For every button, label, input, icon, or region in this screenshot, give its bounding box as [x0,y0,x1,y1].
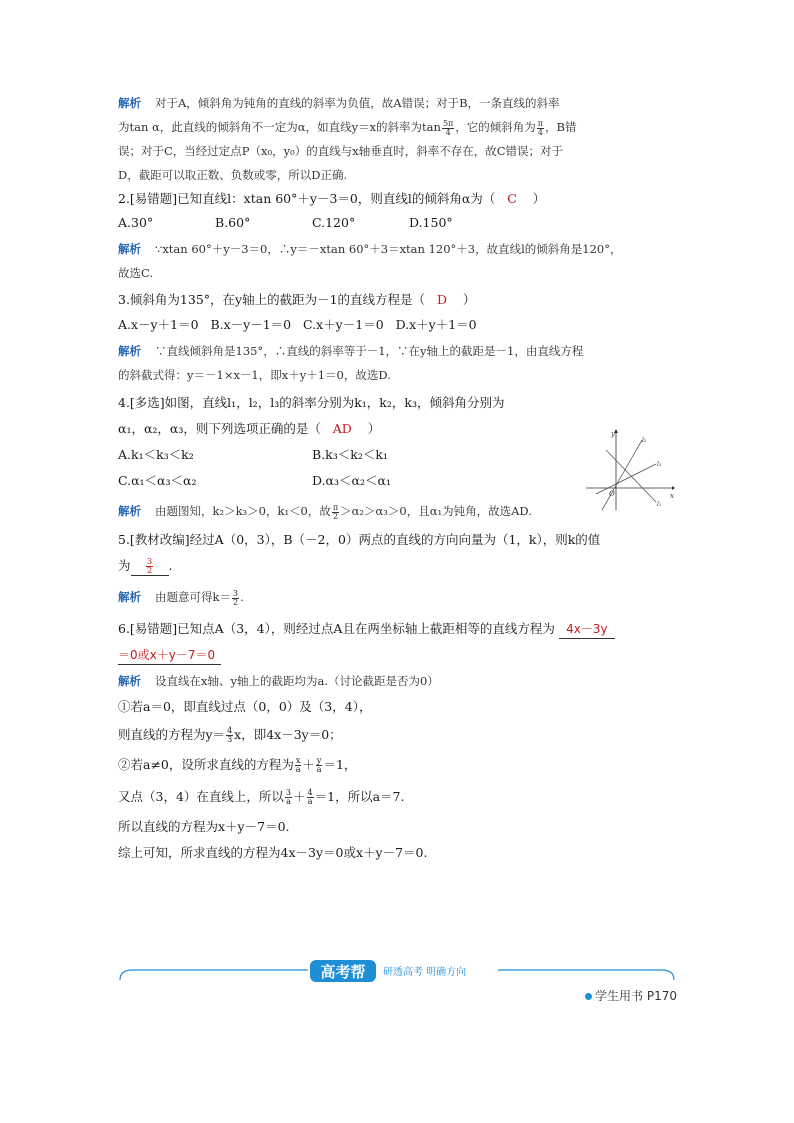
fraction: $\frac{y}{a}$ [316,756,322,774]
question-2-stem: 2.[易错题]已知直线l：xtan 60°＋y－3＝0，则直线l的倾斜角α为（ C ） [118,191,546,206]
fraction: $\frac{5\pi}{4}$ [442,118,454,137]
answer-q6-part2: ＝0或x＋y－7＝0 [118,646,221,665]
label-l1: l₁ [657,501,662,508]
solution-q6-step1: ①若a＝0，即直线过点（0，0）及（3，4）， [118,699,372,714]
solution-q6-step5: 所以直线的方程为x＋y－7＝0. [118,819,290,834]
option-b: B.60° [215,215,251,230]
question-2-options [118,214,453,232]
question-3-options: A.x－y＋1＝0 B.x－y－1＝0 C.x＋y－1＝0 D.x＋y＋1＝0 [118,317,477,332]
section-banner [118,958,676,988]
fraction: $\frac{3}{a}$ [285,788,292,806]
option-b: B.k₃＜k₂＜k₁ [312,447,388,462]
lines-figure [584,428,676,512]
label-l3: l₃ [657,461,662,468]
solution-q6-step2: 则直线的方程为y＝ $\frac{4}{3}$ x，即4x－3y＝0； [118,726,342,744]
fraction: $\frac{x}{a}$ [295,756,301,774]
fraction: $\frac{\pi}{2}$ [332,502,339,521]
solution-q2-line1: 解析 ∵xtan 60°＋y－3＝0，∴y＝－xtan 60°＋3＝xtan 120°＋3，故直线l的倾斜角是120°， [118,242,622,256]
question-6-stem: 6.[易错题]已知点A（3，4），则经过点A且在两坐标轴上截距相等的直线方程为 4x－3y [118,620,615,639]
label-l2: l₂ [642,437,647,444]
fraction: $\frac{\pi}{4}$ [537,118,544,137]
answer-q3: D [436,292,448,307]
banner-title: 高考帮 [320,963,366,981]
question-5-stem-1: 5.[教材改编]经过A（0，3），B（－2，0）两点的直线的方向向量为（1，k），则k的值 [118,532,601,547]
option-a: A.30° [118,215,154,230]
solution-q6-intro: 解析 设直线在x轴、y轴上的截距均为a.（讨论截距是否为0） [118,674,439,688]
solution-q3-line2: 的斜截式得：y＝－1×x－1，即x＋y＋1＝0，故选D. [118,368,391,382]
solution-q5: 解析 由题意可得k＝ $\frac{3}{2}$ . [118,588,244,607]
solution-q1-line1: 解析 对于A，倾斜角为钝角的直线的斜率为负值，故A错误；对于B，一条直线的斜率 [118,96,560,110]
solution-q3-line1: 解析 ∵直线倾斜角是135°，∴直线的斜率等于－1，∵在y轴上的截距是－1，由直线方程 [118,344,584,358]
question-3-stem: 3.倾斜角为135°，在y轴上的截距为－1的直线方程是（ D ） [118,292,476,307]
fraction: $\frac{4}{3}$ [227,726,233,744]
answer-blank-q5: $\frac{3}{2}$ [131,557,169,576]
solution-q6-step3: ②若a≠0，设所求直线的方程为 $\frac{x}{a}$ ＋ $\frac{y}{a}$ ＝1， [118,756,357,774]
option-d: D.α₃＜α₂＜α₁ [312,473,391,488]
x-axis-label: x [670,492,674,500]
question-5-stem-2: 为 $\frac{3}{2}$ . [118,557,173,575]
question-6-stem-2 [118,646,221,665]
option-c: C.120° [312,215,356,230]
y-axis-label: y [611,430,615,438]
question-4-stem-1: 4.[多选]如图，直线l₁，l₂，l₃的斜率分别为k₁，k₂，k₃，倾斜角分别为 [118,395,505,410]
solution-q6-step4: 又点（3，4）在直线上，所以 $\frac{3}{a}$ ＋ $\frac{4}{a}$ ＝1，所以a＝7. [118,788,405,806]
question-4-options-ab [118,446,388,464]
solution-q1-line2: 为tan α，此直线的倾斜角不一定为α，如直线y＝x的斜率为tan $\frac{5\pi}{4}$ ，它的倾斜角为 $\frac{\pi}{4}$ ，B错 [118,118,577,137]
banner-subtitle: 研透高考 明确方向 [383,967,467,978]
line-l2 [602,440,642,510]
answer-q6-part1: 4x－3y [559,620,615,639]
answer-q4: AD [332,421,352,436]
solution-tag: 解析 [118,96,141,110]
option-d: D.150° [409,215,453,230]
solution-q4: 解析 由题图知，k₂＞k₃＞0，k₁＜0，故 $\frac{\pi}{2}$ ＞α₂＞α₃＞0，且α₁为钝角，故选AD. [118,502,532,521]
option-a: A.k₁＜k₃＜k₂ [118,447,194,462]
solution-q6-conclusion: 综上可知，所求直线的方程为4x－3y＝0或x＋y－7＝0. [118,845,428,860]
question-4-stem-2: α₁，α₂，α₃，则下列选项正确的是（ AD ） [118,421,381,436]
origin-label: O [609,490,615,498]
solution-q2-line2: 故选C. [118,266,154,280]
solution-q1-line3: 误；对于C，当经过定点P（x₀，y₀）的直线与x轴垂直时，斜率不存在，故C错误；对于 [118,144,564,158]
answer-q2: C [507,191,517,206]
question-4-options-cd [118,472,391,490]
textbook-reference: 学生用书 P170 [585,987,677,1004]
bullet-dot-icon [585,993,592,1000]
option-c: C.α₁＜α₃＜α₂ [118,473,197,488]
fraction: $\frac{4}{a}$ [307,788,313,806]
fraction: $\frac{3}{2}$ [232,588,239,607]
x-axis-arrow [672,486,675,490]
solution-q1-line4: D，截距可以取正数、负数或零，所以D正确. [118,168,348,182]
